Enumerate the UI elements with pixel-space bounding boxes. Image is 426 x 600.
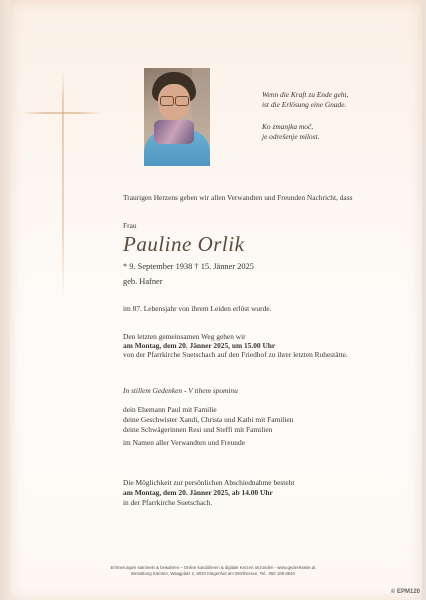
footer-line2: Bestattung Kärnten, Waagplatz 2, 9020 Klagenfurt am Wörthersee, Tel.: 050 169 8540: [131, 571, 295, 576]
quote-sl-line1: Ko zmanjka moč,: [262, 122, 314, 131]
page-right-edge: [422, 0, 426, 600]
obituary-sheet: [10, 0, 422, 600]
copyright-mark: © EPM120: [390, 589, 420, 595]
cross-icon-horizontal: [20, 112, 102, 114]
mourners-line4: im Namen aller Verwandten und Freunde: [123, 438, 245, 447]
footer-line1: Erinnerungen sammeln & bewahren – Online kondolieren & digitale Kerzen anzünden - www.gedenkseite.at: [110, 565, 316, 570]
page-left-edge: [0, 0, 10, 600]
quote-de-line1: Wenn die Kraft zu Ende geht,: [262, 90, 349, 99]
funeral-line3: von der Pfarrkirche Suetschach auf den Friedhof zu ihrer letzten Ruhestätte.: [123, 350, 348, 359]
maiden-name: geb. Hafner: [123, 277, 163, 286]
deceased-name: Pauline Orlik: [123, 232, 245, 256]
mourners-line3: deine Schwägerinnen Resi und Steffi mit Familien: [123, 425, 273, 434]
portrait-photo: [144, 68, 210, 166]
farewell-line3: in der Pfarrkirche Suetschach.: [123, 498, 213, 507]
cross-icon-vertical: [62, 70, 64, 300]
salutation: Frau: [123, 221, 137, 230]
intro-text: Traurigen Herzens geben wir allen Verwandten und Freunden Nachricht, dass: [123, 193, 353, 202]
funeral-line2: am Montag, dem 20. Jänner 2025, um 15.00 Uhr: [123, 341, 276, 350]
quote-sl-line2: je odrešenje milost.: [262, 132, 320, 141]
funeral-line1: Den letzten gemeinsamen Weg gehen wir: [123, 332, 246, 341]
farewell-line2: am Montag, dem 20. Jänner 2025, ab 14.00 Uhr: [123, 488, 273, 497]
memorial-heading: In stillem Gedenken - V tihem spominu: [123, 386, 238, 395]
age-line: im 87. Lebensjahr von ihrem Leiden erlöst wurde.: [123, 304, 272, 313]
mourners-line2: deine Geschwister Xandi, Christa und Kathi mit Familien: [123, 415, 294, 424]
quote-de-line2: ist die Erlösung eine Gnade.: [262, 100, 347, 109]
farewell-line1: Die Möglichkeit zur persönlichen Abschiednahme besteht: [123, 478, 295, 487]
life-dates: * 9. September 1938 † 15. Jänner 2025: [123, 262, 254, 271]
mourners-line1: dein Ehemann Paul mit Familie: [123, 405, 217, 414]
